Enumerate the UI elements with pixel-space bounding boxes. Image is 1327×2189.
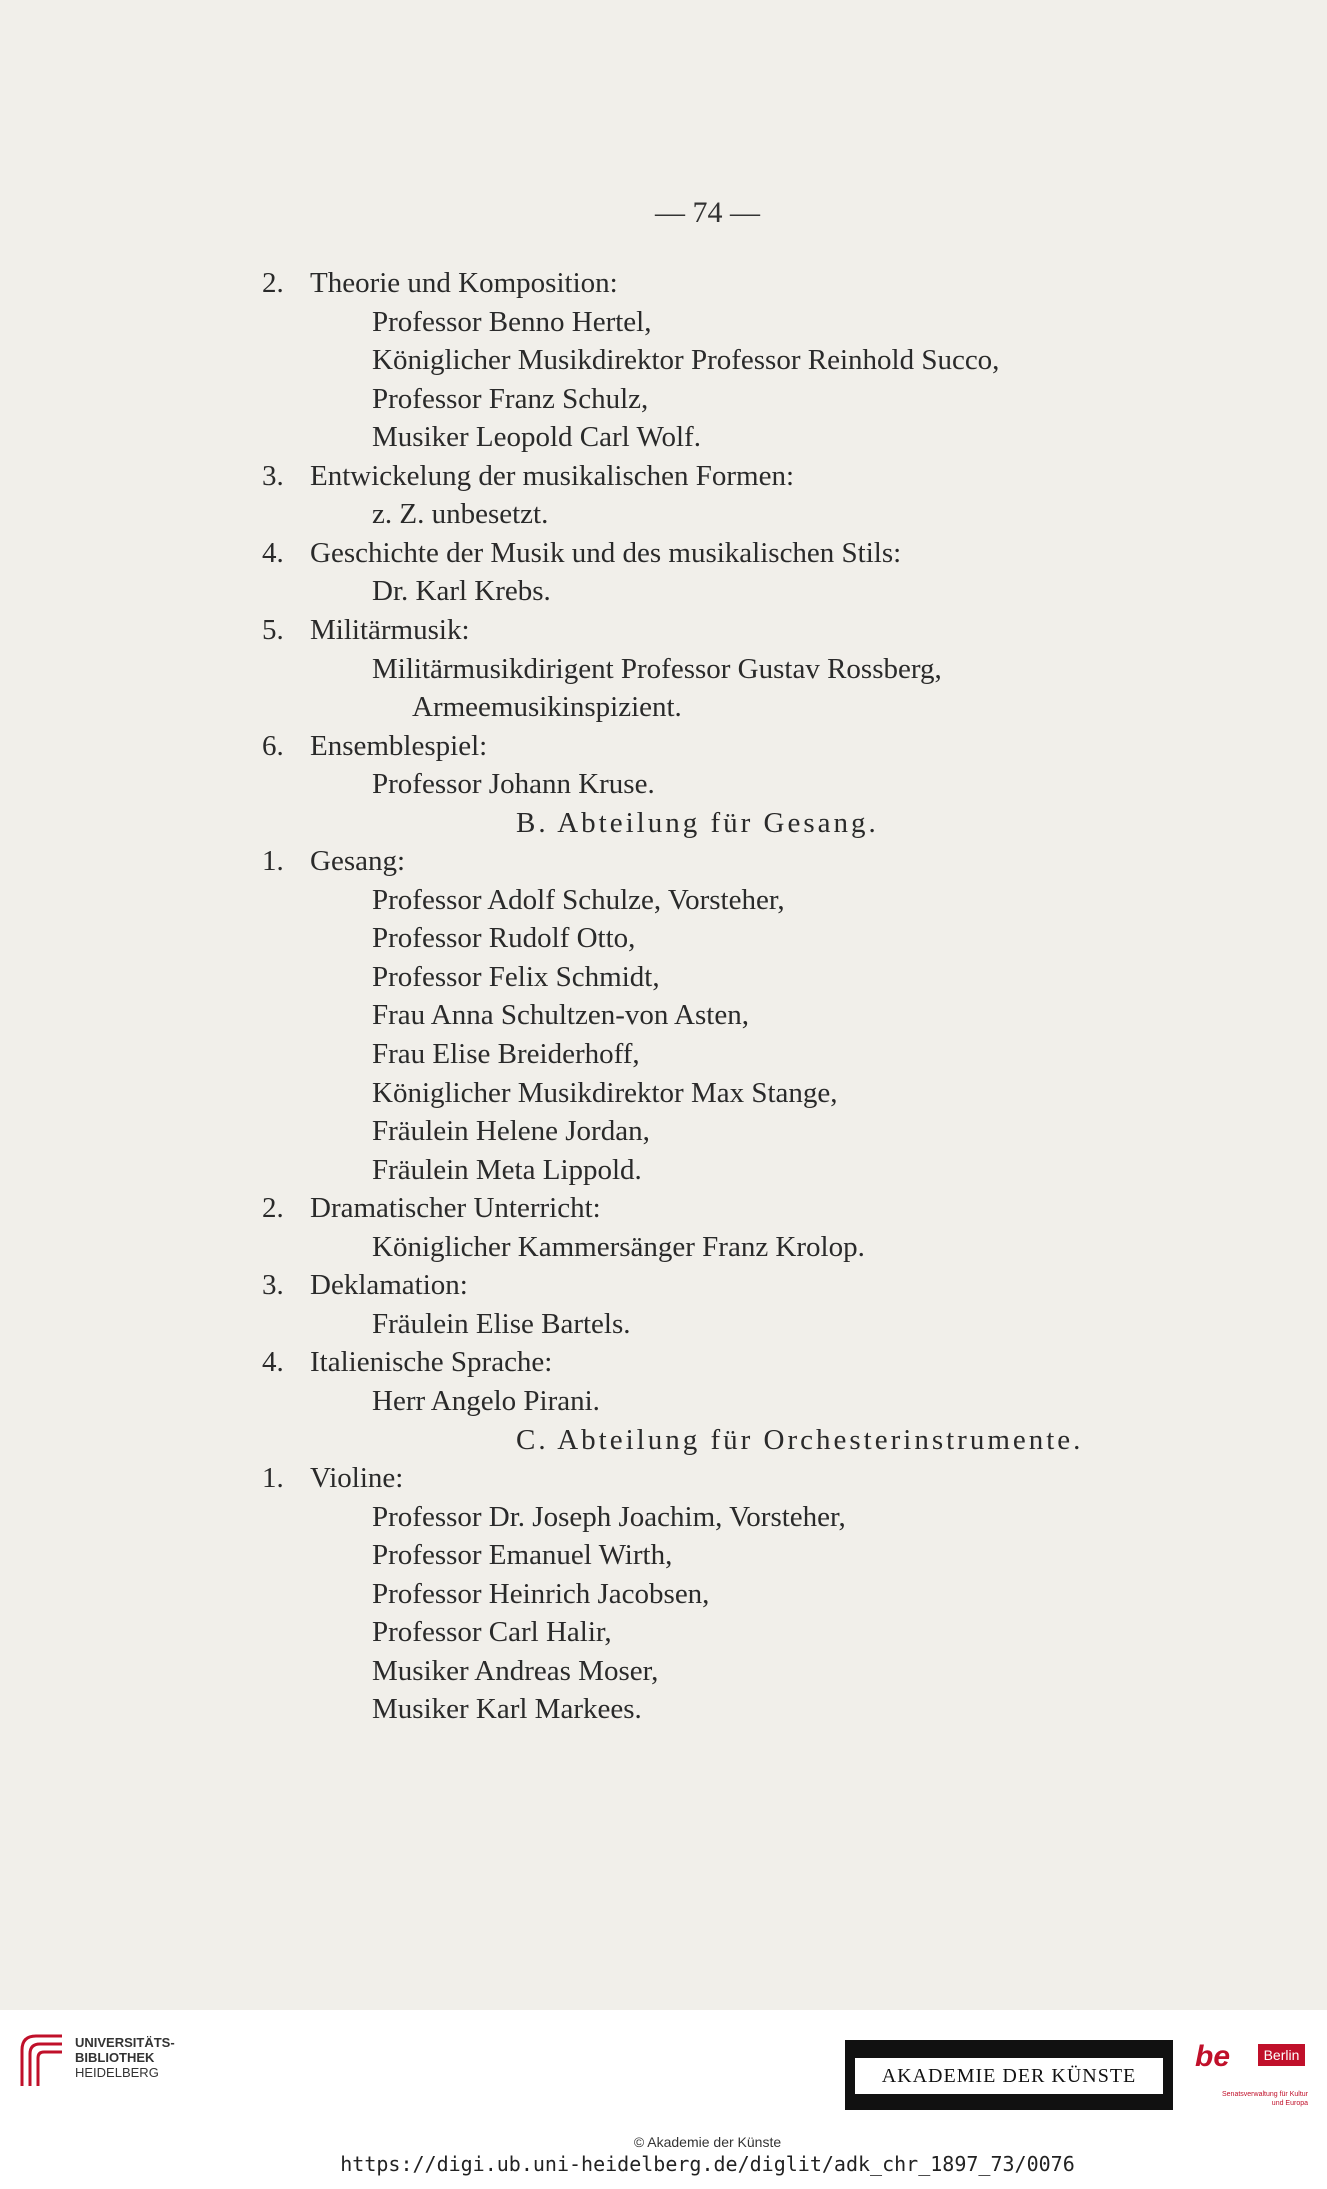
line-text: Militärmusik: (310, 614, 470, 646)
line-text: Professor Emanuel Wirth, (372, 1539, 673, 1571)
line-text: Deklamation: (310, 1269, 468, 1301)
line-text: Frau Elise Breiderhoff, (372, 1038, 640, 1070)
item-number: 1. (262, 845, 284, 877)
line-text: Musiker Karl Markees. (372, 1693, 642, 1725)
be-berlin-subtitle: Senatsverwaltung für Kultur und Europa (1222, 2091, 1308, 2107)
line-text: Theorie und Komposition: (310, 267, 618, 299)
item-number: 5. (262, 614, 284, 646)
adk-logo[interactable] (845, 2040, 1173, 2110)
permalink-url[interactable]: https://digi.ub.uni-heidelberg.de/diglit/adk_chr_1897_73/0076 (340, 2152, 1075, 2176)
heading-text: B. Abteilung für Gesang. (516, 807, 879, 839)
line-text: Professor Dr. Joseph Joachim, Vorsteher, (372, 1501, 846, 1533)
line-text: Professor Benno Hertel, (372, 306, 652, 338)
line-text: Professor Felix Schmidt, (372, 961, 660, 993)
be-berlin-logo-text[interactable]: be (1195, 2040, 1231, 2073)
line-text: Frau Anna Schultzen-von Asten, (372, 999, 749, 1031)
item-number: 3. (262, 1269, 284, 1301)
line-text: Entwickelung der musikalischen Formen: (310, 460, 795, 492)
line-text: z. Z. unbesetzt. (372, 498, 549, 530)
line-text: Professor Carl Halir, (372, 1616, 612, 1648)
line-text: Fräulein Meta Lippold. (372, 1154, 642, 1186)
line-text: Italienische Sprache: (310, 1346, 553, 1378)
item-number: 1. (262, 1462, 284, 1494)
item-number: 6. (262, 730, 284, 762)
line-text: Geschichte der Musik und des musikalischen Stils: (310, 537, 902, 569)
line-text: Armeemusikinspizient. (412, 691, 682, 723)
ub-heidelberg-logo-icon[interactable] (14, 2028, 70, 2092)
library-line2: BIBLIOTHEK (75, 2050, 155, 2065)
line-text: Fräulein Helene Jordan, (372, 1115, 650, 1147)
line-text: Königlicher Musikdirektor Professor Reinhold Succo, (372, 344, 1000, 376)
adk-label: AKADEMIE DER KÜNSTE (855, 2058, 1163, 2094)
line-text: Ensemblespiel: (310, 730, 488, 762)
line-text: Professor Franz Schulz, (372, 383, 649, 415)
line-text: Professor Rudolf Otto, (372, 922, 636, 954)
ub-heidelberg-label[interactable] (75, 2035, 175, 2080)
library-line1: UNIVERSITÄTS- (75, 2035, 175, 2050)
line-text: Musiker Leopold Carl Wolf. (372, 421, 701, 453)
line-text: Königlicher Musikdirektor Max Stange, (372, 1077, 838, 1109)
line-text: Militärmusikdirigent Professor Gustav Rossberg, (372, 653, 942, 685)
line-text: Gesang: (310, 845, 406, 877)
page-number: — 74 — (655, 196, 760, 229)
line-text: Herr Angelo Pirani. (372, 1385, 600, 1417)
line-text: Professor Johann Kruse. (372, 768, 655, 800)
line-text: Musiker Andreas Moser, (372, 1655, 659, 1687)
line-text: Königlicher Kammersänger Franz Krolop. (372, 1231, 865, 1263)
line-text: Professor Adolf Schulze, Vorsteher, (372, 884, 785, 916)
line-text: Violine: (310, 1462, 404, 1494)
line-text: Fräulein Elise Bartels. (372, 1308, 631, 1340)
copyright-notice: © Akademie der Künste (633, 2134, 782, 2150)
line-text: Dramatischer Unterricht: (310, 1192, 601, 1224)
item-number: 2. (262, 1192, 284, 1224)
item-number: 4. (262, 1346, 284, 1378)
line-text: Dr. Karl Krebs. (372, 575, 551, 607)
library-line3: HEIDELBERG (75, 2065, 159, 2080)
item-number: 3. (262, 460, 284, 492)
line-text: Professor Heinrich Jacobsen, (372, 1578, 710, 1610)
item-number: 4. (262, 537, 284, 569)
item-number: 2. (262, 267, 284, 299)
berlin-badge: Berlin (1258, 2044, 1305, 2066)
heading-text: C. Abteilung für Orchesterinstrumente. (516, 1424, 1084, 1456)
